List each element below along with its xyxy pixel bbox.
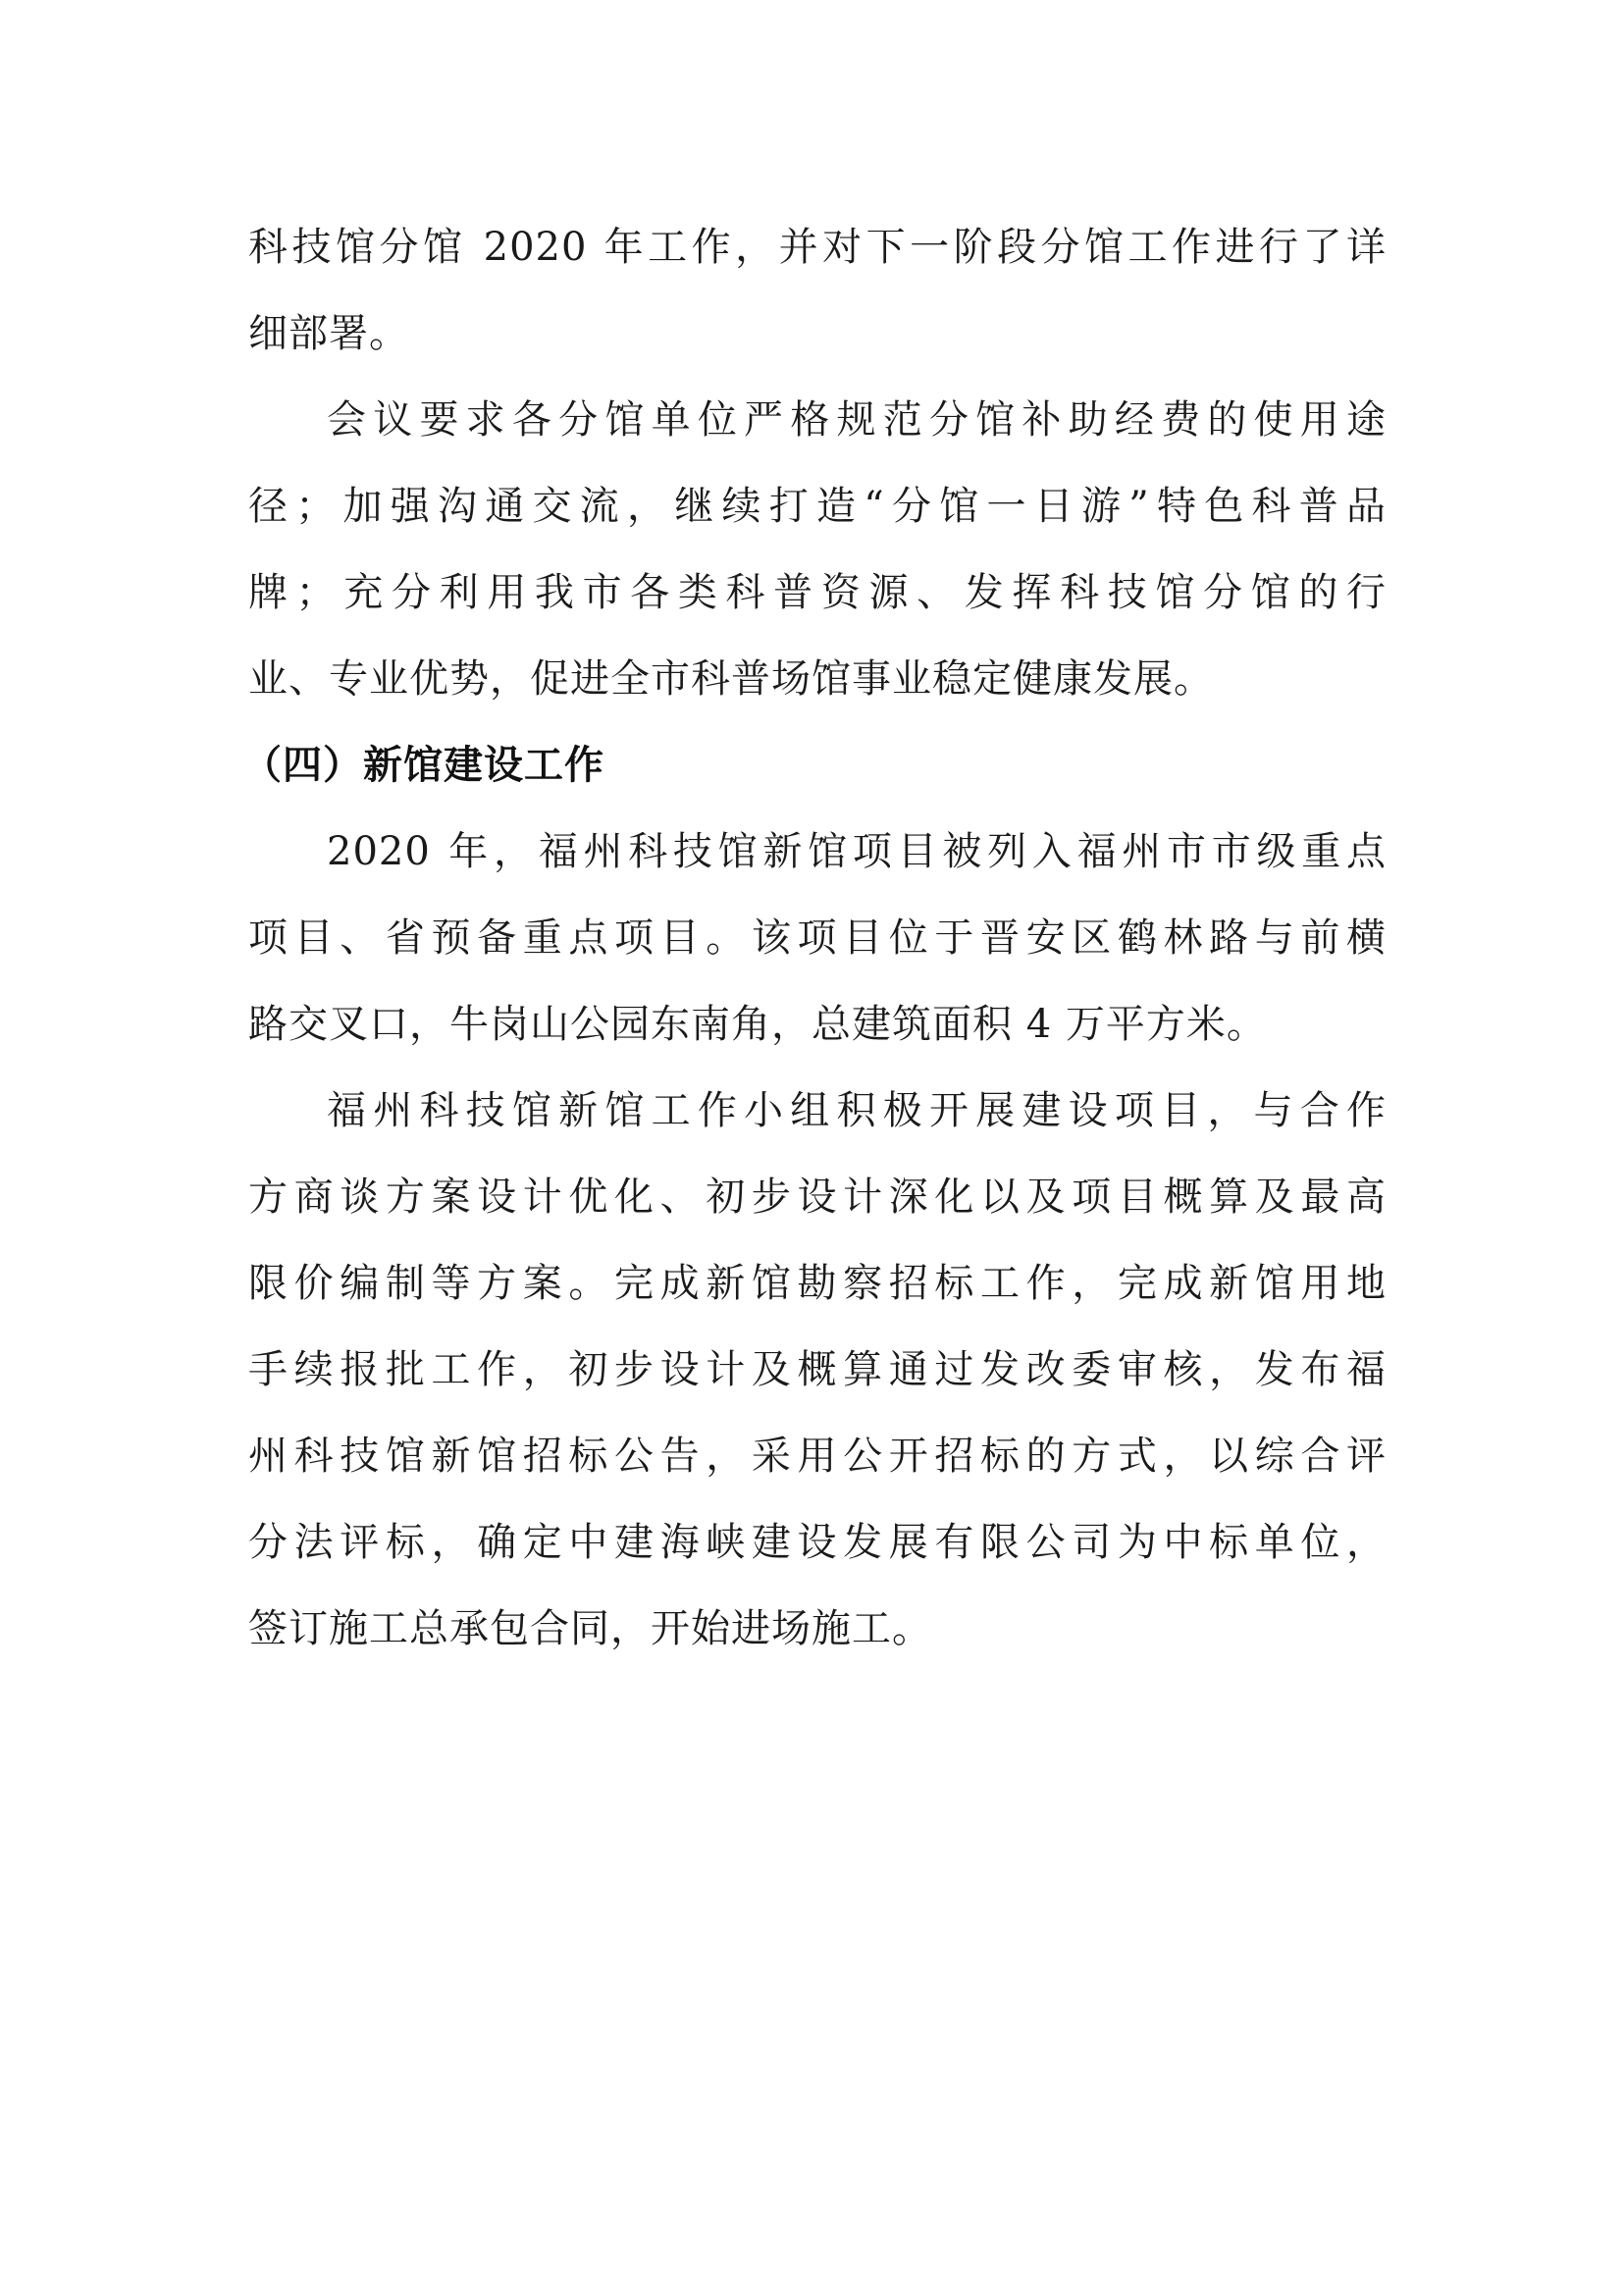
paragraph-line: 分法评标，确定中建海峡建设发展有限公司为中标单位，	[248, 1520, 1387, 1565]
paragraph-line: 科技馆分馆 2020 年工作，并对下一阶段分馆工作进行了详	[248, 225, 1387, 270]
paragraph-line: 路交叉口，牛岗山公园东南角，总建筑面积 4 万平方米。	[248, 1002, 1267, 1047]
paragraph-line: 签订施工总承包合同，开始进场施工。	[248, 1606, 932, 1651]
paragraph-line: 手续报批工作，初步设计及概算通过发改委审核，发布福	[248, 1347, 1387, 1392]
paragraph-line: 方商谈方案设计优化、初步设计深化以及项目概算及最高	[248, 1174, 1387, 1220]
paragraph-line: 牌；充分利用我市各类科普资源、发挥科技馆分馆的行	[248, 570, 1387, 615]
section-heading: （四）新馆建设工作	[242, 743, 604, 788]
paragraph-line: 福州科技馆新馆工作小组积极开展建设项目，与合作	[327, 1088, 1387, 1133]
document-body	[242, 204, 1387, 1672]
paragraph-line: 径；加强沟通交流，继续打造“分馆一日游”特色科普品	[248, 484, 1387, 529]
paragraph-line: 州科技馆新馆招标公告，采用公开招标的方式，以综合评	[248, 1434, 1387, 1479]
paragraph-line: 2020 年，福州科技馆新馆项目被列入福州市市级重点	[327, 829, 1387, 874]
paragraph-line: 限价编制等方案。完成新馆勘察招标工作，完成新馆用地	[248, 1261, 1387, 1306]
paragraph-line: 会议要求各分馆单位严格规范分馆补助经费的使用途	[327, 397, 1387, 443]
paragraph-line: 细部署。	[248, 311, 409, 356]
paragraph-line: 业、专业优势，促进全市科普场馆事业稳定健康发展。	[248, 656, 1214, 702]
paragraph-line: 项目、省预备重点项目。该项目位于晋安区鹤林路与前横	[248, 915, 1387, 961]
